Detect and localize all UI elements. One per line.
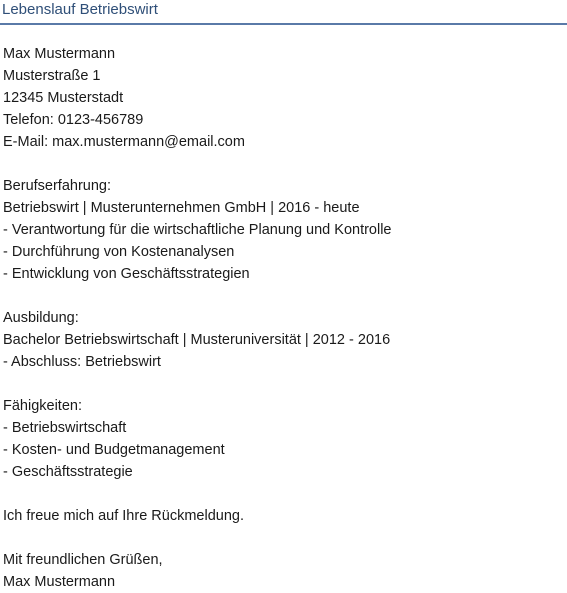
spacer — [3, 285, 563, 307]
education-item: - Abschluss: Betriebswirt — [3, 354, 161, 370]
experience-item: - Entwicklung von Geschäftsstrategien — [3, 266, 250, 282]
education-degree: Bachelor Betriebswirtschaft | Musteruniversität | 2012 - 2016 — [3, 332, 391, 348]
closing-signature: Max Mustermann — [3, 574, 116, 590]
document-body — [3, 43, 563, 593]
spacer — [3, 373, 563, 395]
experience-item: - Verantwortung für die wirtschaftliche Planung und Kontrolle — [3, 222, 392, 238]
contact-email: E-Mail: max.mustermann@email.com — [3, 134, 245, 150]
contact-name: Max Mustermann — [3, 46, 116, 62]
skills-heading: Fähigkeiten: — [3, 398, 82, 414]
spacer — [3, 153, 563, 175]
spacer — [3, 527, 563, 549]
experience-position: Betriebswirt | Musterunternehmen GmbH | 2016 - heute — [3, 200, 360, 216]
spacer — [3, 483, 563, 505]
contact-city: 12345 Musterstadt — [3, 90, 124, 106]
closing-note: Ich freue mich auf Ihre Rückmeldung. — [3, 508, 244, 524]
experience-heading: Berufserfahrung: — [3, 178, 112, 194]
experience-item: - Durchführung von Kostenanalysen — [3, 244, 235, 260]
skills-item: - Geschäftsstrategie — [3, 464, 133, 480]
skills-item: - Kosten- und Budgetmanagement — [3, 442, 225, 458]
document-title: Lebenslauf Betriebswirt — [2, 1, 158, 18]
contact-phone: Telefon: 0123-456789 — [3, 112, 144, 128]
contact-street: Musterstraße 1 — [3, 68, 101, 84]
title-divider — [0, 23, 567, 25]
closing-greeting: Mit freundlichen Grüßen, — [3, 552, 163, 568]
education-heading: Ausbildung: — [3, 310, 79, 326]
skills-item: - Betriebswirtschaft — [3, 420, 127, 436]
